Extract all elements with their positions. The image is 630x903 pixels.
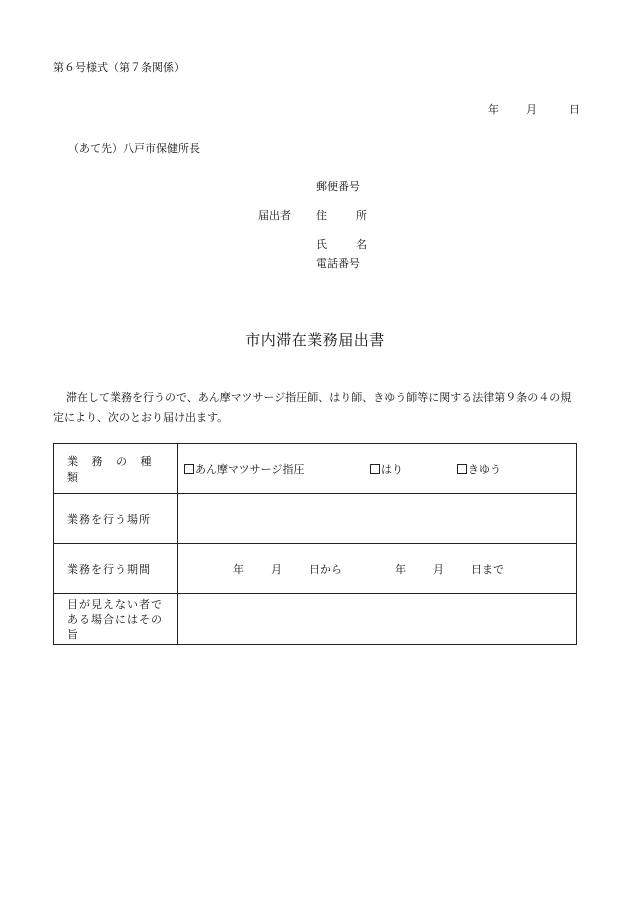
applicant-label: 届出者 bbox=[258, 209, 291, 222]
option-kyu[interactable]: きゆう bbox=[457, 461, 501, 477]
notification-form-table bbox=[53, 443, 577, 645]
option-hari[interactable]: はり bbox=[370, 461, 457, 477]
visual-impairment-field[interactable] bbox=[178, 594, 577, 645]
option-anma[interactable]: あん摩マツサージ指圧 bbox=[184, 461, 370, 477]
table-row-place bbox=[54, 494, 577, 544]
address-label: 住 所 bbox=[316, 209, 367, 222]
date-month-label: 月 bbox=[526, 103, 537, 116]
table-row-visual-impairment bbox=[54, 594, 577, 645]
table-row-period bbox=[54, 544, 577, 594]
business-type-label: 業 務 の 種 類 bbox=[54, 444, 178, 494]
checkbox-icon[interactable] bbox=[457, 464, 467, 474]
date-day-label: 日 bbox=[569, 103, 580, 116]
visual-impairment-label: 目が見えない者である場合にはその旨 bbox=[54, 594, 178, 645]
period-label: 業務を行う期間 bbox=[54, 544, 178, 594]
checkbox-icon[interactable] bbox=[370, 464, 380, 474]
place-field[interactable] bbox=[178, 494, 577, 544]
postal-code-label: 郵便番号 bbox=[316, 180, 360, 193]
phone-label: 電話番号 bbox=[316, 257, 360, 270]
place-label: 業務を行う場所 bbox=[54, 494, 178, 544]
date-year-label: 年 bbox=[488, 103, 499, 116]
period-field[interactable]: 年 月 日から 年 月 日まで bbox=[178, 544, 577, 594]
addressee: （あて先）八戸市保健所長 bbox=[68, 142, 200, 155]
body-text: 滞在して業務を行うので、あん摩マツサージ指圧師、はり師、きゆう師等に関する法律第９条の４の規定により、次のとおり届け出ます。 bbox=[53, 391, 572, 424]
document-title: 市内滞在業務届出書 bbox=[245, 331, 385, 349]
form-number: 第６号様式（第７条関係） bbox=[53, 61, 185, 74]
checkbox-icon[interactable] bbox=[184, 464, 194, 474]
name-label: 氏 名 bbox=[316, 238, 367, 251]
business-type-options bbox=[178, 444, 577, 494]
date-line bbox=[488, 101, 580, 117]
table-row-business-type bbox=[54, 444, 577, 494]
